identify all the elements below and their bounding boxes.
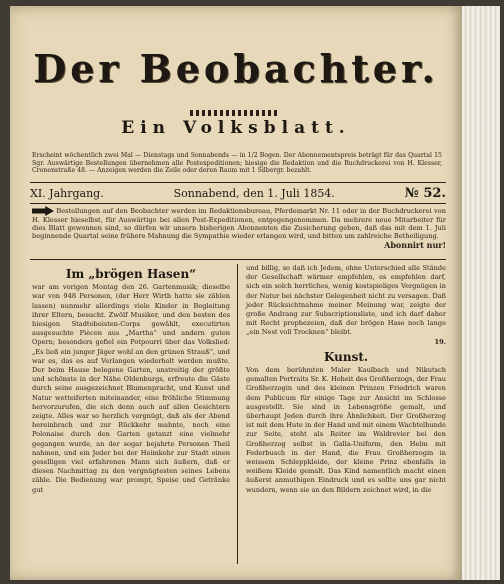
pointing-hand-icon (32, 206, 54, 216)
column-separator (237, 264, 238, 564)
book-spine (462, 6, 500, 580)
article-continuation: und billig, so daß ich Jedem, ohne Unterschied alle Stände der Gesellschaft wärmer empfehlen, es empfehlen darf, sich ein solch herrliches, wenig kostspieliges Vergnügen in der Natur bei nächster Gelegenheit nicht zu versagen. Daß jeder Rücksichtnahme meiner Meinung war, zeigte der große Andrang zur Subscriptionsliste, und ich darf daher mit Recht prophezeien, daß der brögen Hase noch lange „ein Nest voll Trocknen“ bleibt. (246, 264, 446, 337)
masthead-title: Der Beobachter. (33, 46, 439, 91)
subscription-notice (32, 206, 446, 249)
volume-year: XI. Jahrgang. (30, 186, 104, 200)
issue-number: № 52. (404, 185, 446, 201)
article-body-kunst: Von dem berühmten Maler Kaulbach und Nikutsch gemalten Portraits Sr. K. Hoheit des Großherzogs, der Frau Großherzogin und des kleinen Prinzen Friedrich waren dem Publicum für einige Tage zur Ansicht im Schlosse ausgestellt. Sie sind in Lebensgröße gemalt, und überhaupt Jeden durch ihre Ähnlichkeit. Der Großherzog ist mit dem Hute in der Hand und mit einem Wachtelhunde zur Seite, steht als Reiter im Waldrevier bei den Großherzog selbst in Galla-Uniform, den Helm mit Federbusch in der Hand, die Frau Großherzogin in weissem Schleppkleide, der kleine Prinz ebenfalls in weißem Kleide gemalt. Das Kind namentlich macht einen äußerst anmuthigen Eindruck und es sollte uns gar nicht wundern, wenn sie an den Bildern zeichnet wird, in die (246, 366, 446, 494)
article-signature: 19. (434, 337, 446, 346)
article-body-hasen: war am vorigen Montag den 26. Gartenmusik; dieselbe war von 948 Personen, (der Herr Wirth hatte sie zählen lassen) nunmehr allerdings viele Kinder in Begleitung ihrer Eltern, besucht. Zwölf Musiker, und den besten des hiesigen Stadtoboisten-Corps gewählt, executirten ausgesuchte Piècen aus „Martha“ und andern guten Opern; besonders gefiel ein Potpourri über das Volkslied: „Es ließ ein junger Jäger wohl an den grünen Strauß“, und war es, das es auf Verlangen wiederholt werden mußte. Der beim Hause belegene Garten, unstreitig der größte und schönste in der Nähe Oldenburgs, erfreute die Gäste durch seine ausgezeichnet Blumenpracht, und Kunst und Natur wetteiferten miteinander, eine fröhliche Stimmung hervorzurufen, die sich denn auch auf allen Gesichtern zeigte. Alles war so herzlich vergnügt, daß als der Abend hereinbrach und zur Rückkehr mahnte, noch eine Polonaise durch den Garten getanzt eine vielmehr gegangen wurde, an der sogar bejahrte Personen Theil nahmen, und ein Jeder bei der Heimkehr zur Stadt einen geselligen viel erfahrenen Mann sich äußern, daß er diesen Nachmittag zu den vergnügtesten seines Lebens zähle. Die Bedienung war prompt, Speise und Getränke gut (32, 283, 230, 494)
article-heading-kunst: Kunst. (323, 349, 369, 364)
ornament-divider (190, 110, 280, 116)
newspaper-page (10, 6, 462, 580)
issue-date: Sonnabend, den 1. Juli 1854. (173, 186, 335, 200)
right-column (246, 264, 446, 495)
notice-text: Bestellungen auf den Beobachter werden im Redaktionsbureau, Pferdemarkt Nr. 11 oder in der Buchdruckerei von H. Klesser hieselbst, für Auswärtige bei allen Post-Expeditionen, entgegengenommen. Da mehrere neue Mitarbeiter für dies Blatt gewonnen sind, so dürfen wir unsern bisherigen Abonnenten die Zusicherung geben, daß das mit dem 1. Juli beginnende Quartal seine frühere Mahnung die Sympathie wieder erlangen wird, und bitten um zahlreiche Betheiligung. (32, 207, 446, 241)
dateline (30, 182, 446, 204)
section-rule (30, 259, 446, 260)
publication-info: Erscheint wöchentlich zwei Mal — Dienstags und Sonnabends — in 1/2 Bogen. Der Abonnementspreis beträgt für das Quartal 15 Sgr. Auswärtige Bestellungen übernehmen alle Postexpeditionen; hiesige die Redaktion und die Buchdruckerei von H. Klesser, Cronenstraße 48. — Anzeigen werden die Zeile oder deren Raum mit 1 Silbergr. bezahlt. (32, 152, 442, 175)
article-heading-hasen: Im „brögen Hasen“ (65, 267, 197, 281)
notice-callout: Abonnirt nur! (384, 239, 446, 250)
masthead-subtitle: Ein Volksblatt. (121, 118, 351, 138)
left-column (32, 264, 230, 495)
